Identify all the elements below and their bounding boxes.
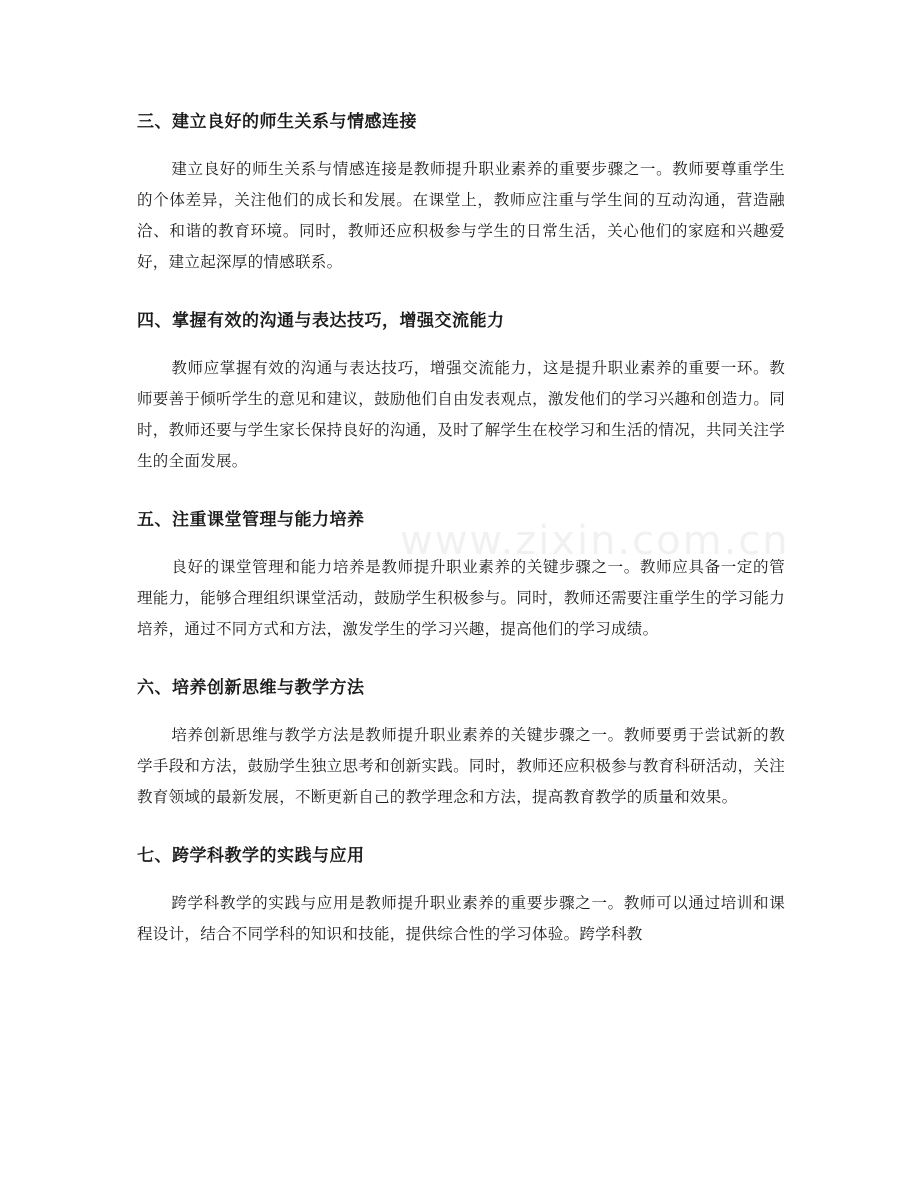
paragraph-text: 良好的课堂管理和能力培养是教师提升职业素养的关键步骤之一。教师应具备一定的管理能力，能够合理组织课堂活动，鼓励学生积极参与。同时，教师还需要注重学生的学习能力培养，通过不同方式和方法，激发学生的学习兴趣，提高他们的学习成绩。: [137, 558, 785, 638]
section-heading: 六、培养创新思维与教学方法: [137, 678, 365, 698]
section-heading: 七、跨学科教学的实践与应用: [137, 846, 365, 866]
section-7: [137, 844, 785, 950]
section-paragraph: [137, 154, 785, 278]
watermark: www.zixin.com.cn: [400, 518, 790, 564]
paragraph-text: 跨学科教学的实践与应用是教师提升职业素养的重要步骤之一。教师可以通过培训和课程设计，结合不同学科的知识和技能，提供综合性的学习体验。跨学科教: [137, 894, 785, 943]
section-heading: 三、建立良好的师生关系与情感连接: [137, 112, 417, 132]
section-paragraph: [137, 888, 785, 950]
section-6: [137, 676, 785, 813]
section-paragraph: [137, 720, 785, 813]
section-heading: 四、掌握有效的沟通与表达技巧，增强交流能力: [137, 311, 505, 331]
document-body: [137, 100, 785, 981]
section-paragraph: [137, 353, 785, 477]
paragraph-text: 培养创新思维与教学方法是教师提升职业素养的关键步骤之一。教师要勇于尝试新的教学手段和方法，鼓励学生独立思考和创新实践。同时，教师还应积极参与教育科研活动，关注教育领域的最新发展，不断更新自己的教学理念和方法，提高教育教学的质量和效果。: [137, 726, 785, 806]
section-paragraph: [137, 552, 785, 645]
section-heading: 五、注重课堂管理与能力培养: [137, 510, 365, 530]
section-4: [137, 309, 785, 477]
paragraph-text: 教师应掌握有效的沟通与表达技巧，增强交流能力，这是提升职业素养的重要一环。教师要善于倾听学生的意见和建议，鼓励他们自由发表观点，激发他们的学习兴趣和创造力。同时，教师还要与学生家长保持良好的沟通，及时了解学生在校学习和生活的情况，共同关注学生的全面发展。: [137, 359, 785, 470]
section-3: [137, 110, 785, 278]
paragraph-text: 建立良好的师生关系与情感连接是教师提升职业素养的重要步骤之一。教师要尊重学生的个体差异，关注他们的成长和发展。在课堂上，教师应注重与学生间的互动沟通，营造融洽、和谐的教育环境。同时，教师还应积极参与学生的日常生活，关心他们的家庭和兴趣爱好，建立起深厚的情感联系。: [137, 160, 785, 271]
section-5: [137, 508, 785, 645]
